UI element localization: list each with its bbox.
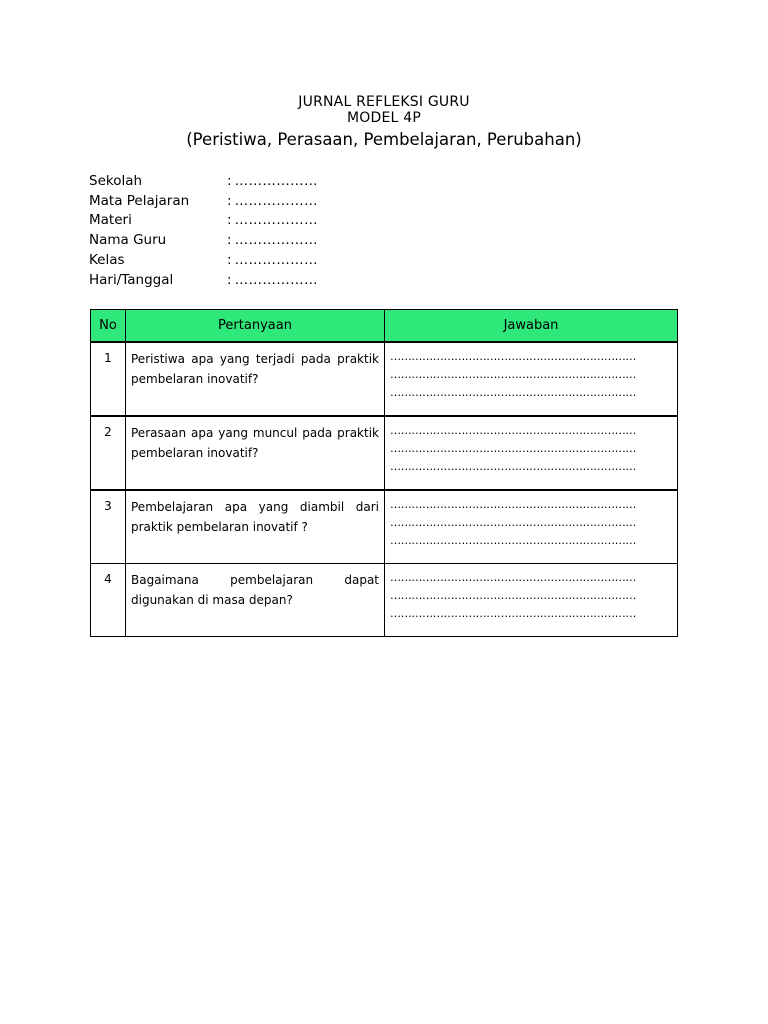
answer-line: …………………………………………………………… bbox=[390, 534, 637, 547]
info-row-nama-guru bbox=[89, 230, 318, 250]
table-row bbox=[91, 490, 678, 564]
table-row bbox=[91, 564, 678, 637]
answer-cell[interactable] bbox=[385, 564, 678, 637]
question-cell bbox=[126, 416, 385, 490]
identity-fields bbox=[89, 171, 318, 290]
info-row-materi bbox=[89, 211, 318, 231]
question-text: Pembelajaran apa yang diambil dari praktik pembelaran inovatif ? bbox=[131, 500, 379, 534]
info-value: ……………… bbox=[234, 271, 318, 288]
info-value: ……………… bbox=[234, 192, 318, 209]
info-value: ……………… bbox=[234, 212, 318, 229]
info-separator: : bbox=[227, 271, 232, 288]
info-label: Mata Pelajaran bbox=[89, 192, 190, 209]
question-cell bbox=[126, 564, 385, 637]
header-answer: Jawaban bbox=[385, 310, 678, 343]
header-no: No bbox=[91, 310, 126, 343]
answer-line: …………………………………………………………… bbox=[390, 424, 637, 437]
answer-cell[interactable] bbox=[385, 490, 678, 564]
info-label: Kelas bbox=[89, 252, 125, 269]
answer-line: …………………………………………………………… bbox=[390, 607, 637, 620]
reflection-table bbox=[90, 309, 678, 637]
info-separator: : bbox=[227, 232, 232, 249]
info-value: ……………… bbox=[234, 252, 318, 269]
answer-line: …………………………………………………………… bbox=[390, 368, 637, 381]
question-text: Bagaimana pembelajaran dapat digunakan di masa depan? bbox=[131, 573, 379, 607]
document-title: JURNAL REFLEKSI GURU bbox=[298, 94, 470, 110]
info-row-mata-pelajaran bbox=[89, 191, 318, 211]
info-row-kelas bbox=[89, 250, 318, 270]
info-label: Nama Guru bbox=[89, 232, 167, 249]
info-label: Sekolah bbox=[89, 172, 143, 189]
row-number: 1 bbox=[91, 342, 126, 416]
info-separator: : bbox=[227, 212, 232, 229]
info-row-hari-tanggal bbox=[89, 270, 318, 290]
info-value: ……………… bbox=[234, 232, 318, 249]
answer-line: …………………………………………………………… bbox=[390, 571, 637, 584]
question-cell bbox=[126, 490, 385, 564]
table-row bbox=[91, 416, 678, 490]
info-separator: : bbox=[227, 172, 232, 189]
question-cell bbox=[126, 342, 385, 416]
title-block bbox=[0, 94, 768, 151]
answer-line: …………………………………………………………… bbox=[390, 386, 637, 399]
row-number: 4 bbox=[91, 564, 126, 637]
info-value: ……………… bbox=[234, 172, 318, 189]
question-text: Perasaan apa yang muncul pada praktik pembelaran inovatif? bbox=[131, 426, 379, 460]
info-separator: : bbox=[227, 252, 232, 269]
question-text: Peristiwa apa yang terjadi pada praktik pembelaran inovatif? bbox=[131, 352, 379, 386]
info-separator: : bbox=[227, 192, 232, 209]
info-row-sekolah bbox=[89, 171, 318, 191]
answer-line: …………………………………………………………… bbox=[390, 460, 637, 473]
answer-line: …………………………………………………………… bbox=[390, 498, 637, 511]
answer-line: …………………………………………………………… bbox=[390, 442, 637, 455]
info-label: Hari/Tanggal bbox=[89, 271, 174, 288]
answer-line: …………………………………………………………… bbox=[390, 516, 637, 529]
header-question: Pertanyaan bbox=[126, 310, 385, 343]
document-subtitle: MODEL 4P bbox=[347, 110, 421, 126]
answer-line: …………………………………………………………… bbox=[390, 350, 637, 363]
table-header-row bbox=[91, 310, 678, 343]
row-number: 2 bbox=[91, 416, 126, 490]
info-label: Materi bbox=[89, 212, 132, 229]
table-row bbox=[91, 342, 678, 416]
row-number: 3 bbox=[91, 490, 126, 564]
document-model-description: (Peristiwa, Perasaan, Pembelajaran, Perubahan) bbox=[186, 130, 582, 149]
answer-cell[interactable] bbox=[385, 342, 678, 416]
answer-cell[interactable] bbox=[385, 416, 678, 490]
answer-line: …………………………………………………………… bbox=[390, 589, 637, 602]
